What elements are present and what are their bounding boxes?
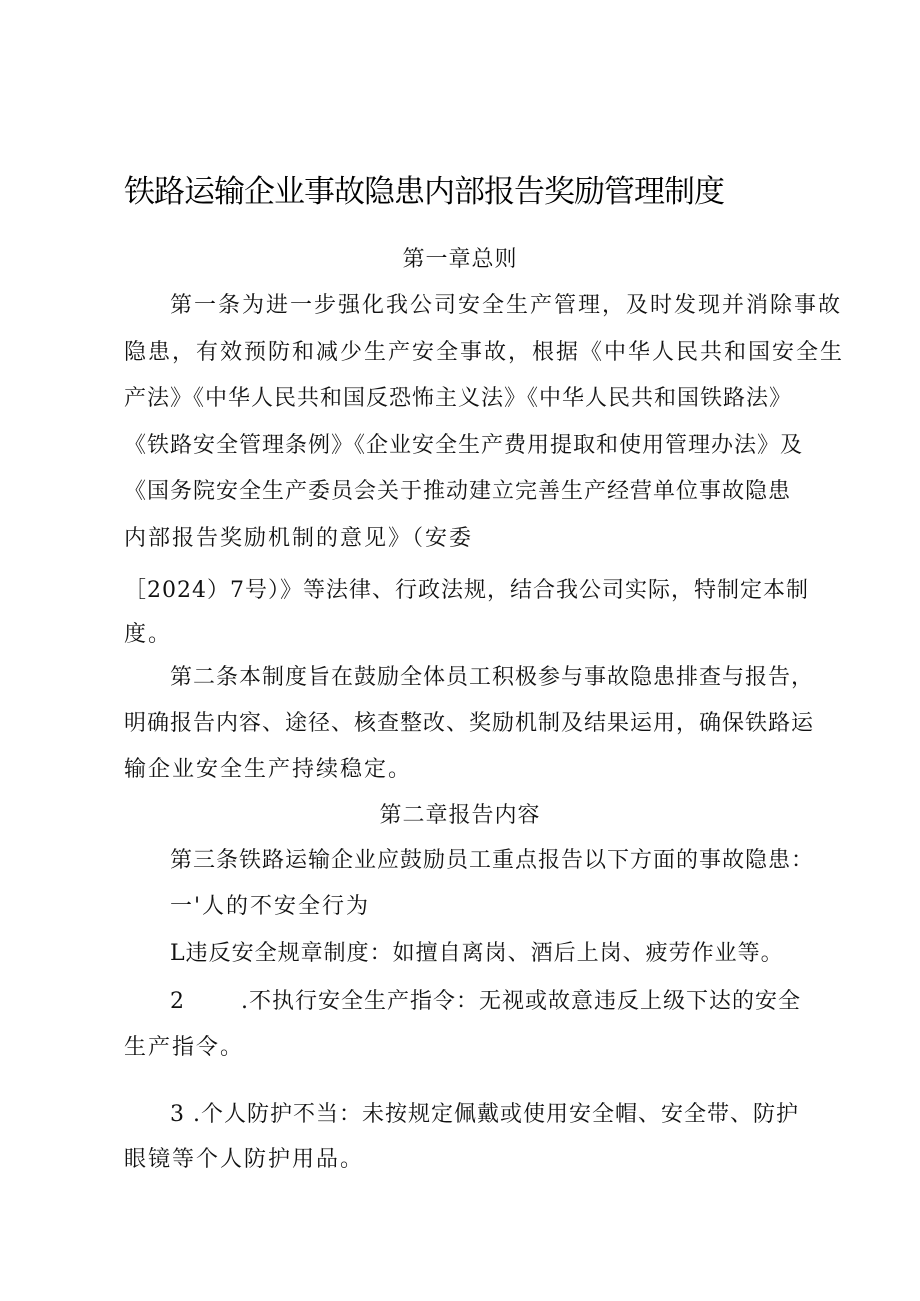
paragraph-line: 度。	[124, 622, 173, 647]
document-title: 铁路运输企业事故隐患内部报告奖励管理制度	[124, 174, 724, 210]
paragraph-line: 生产指令。	[124, 1035, 245, 1060]
paragraph-line: 第一条为进一步强化我公司安全生产管理，及时发现并消除事故	[170, 293, 843, 318]
paragraph-line: 隐患，有效预防和减少生产安全事故，根据《中华人民共和国安全生	[124, 340, 845, 365]
paragraph-line: 明确报告内容、途径、核查整改、奖励机制及结果运用，确保铁路运	[124, 711, 815, 736]
paragraph-line: 眼镜等个人防护用品。	[124, 1147, 365, 1172]
paragraph-line: 输企业安全生产持续稳定。	[124, 757, 413, 782]
paragraph-line: ［2024）7号）》等法律、行政法规，结合我公司实际，特制定本制	[124, 578, 809, 603]
paragraph-line: 产法》《中华人民共和国反恐怖主义法》《中华人民共和国铁路法》	[124, 386, 793, 411]
paragraph-line: 第三条铁路运输企业应鼓励员工重点报告以下方面的事故隐患：	[170, 848, 815, 873]
paragraph-line: 一'人的不安全行为	[170, 894, 371, 919]
paragraph-line: 《铁路安全管理条例》《企业安全生产费用提取和使用管理办法》及	[124, 433, 804, 458]
chapter-heading: 第一章总则	[402, 247, 518, 272]
paragraph-line: 3 .个人防护不当：未按规定佩戴或使用安全帽、安全带、防护	[170, 1102, 799, 1127]
paragraph-line: 内部报告奖励机制的意见》（安委	[124, 526, 474, 551]
paragraph-line: 2 .不执行安全生产指令：无视或故意违反上级下达的安全	[170, 989, 801, 1014]
paragraph-line: 第二条本制度旨在鼓励全体员工积极参与事故隐患排查与报告，	[170, 665, 815, 690]
paragraph-line: L违反安全规章制度：如擅自离岗、酒后上岗、疲劳作业等。	[170, 941, 784, 966]
paragraph-line: 《国务院安全生产委员会关于推动建立完善生产经营单位事故隐患	[124, 479, 792, 504]
chapter-heading: 第二章报告内容	[379, 803, 541, 828]
